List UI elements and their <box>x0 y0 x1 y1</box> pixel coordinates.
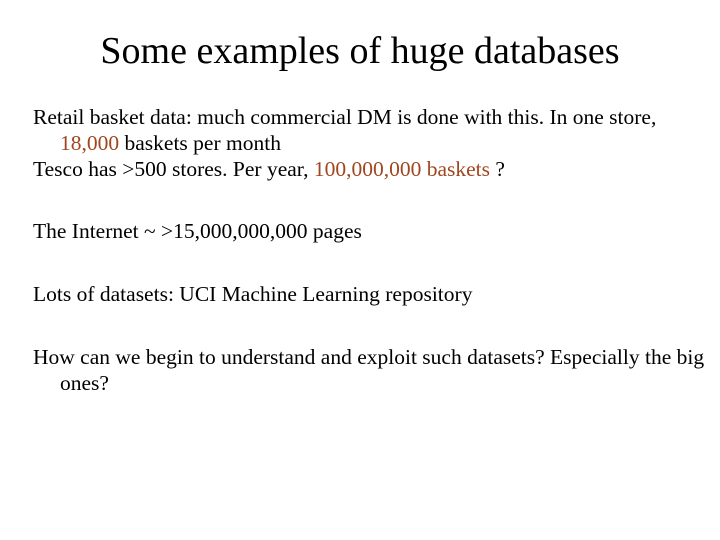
retail-basket-paragraph <box>33 104 717 156</box>
retail-basket-text: Retail basket data: much commercial DM is done with this. In one store, <box>33 105 657 129</box>
tesco-text: Tesco has >500 stores. Per year, <box>33 157 314 181</box>
spacer <box>33 182 717 218</box>
spacer <box>33 307 717 344</box>
tesco-question-mark: ? <box>490 157 505 181</box>
spacer <box>33 244 717 281</box>
baskets-per-store-value: 18,000 <box>60 131 120 155</box>
slide-body <box>33 104 717 396</box>
baskets-per-year-value: 100,000,000 baskets <box>313 157 490 181</box>
slide-title: Some examples of huge databases <box>100 30 620 72</box>
baskets-per-month-text: baskets per month <box>119 131 281 155</box>
internet-paragraph: The Internet ~ >15,000,000,000 pages <box>33 219 362 243</box>
question-paragraph: How can we begin to understand and exploit such datasets? Especially the big ones? <box>33 345 705 395</box>
datasets-paragraph: Lots of datasets: UCI Machine Learning repository <box>33 282 473 306</box>
tesco-paragraph <box>33 156 717 182</box>
